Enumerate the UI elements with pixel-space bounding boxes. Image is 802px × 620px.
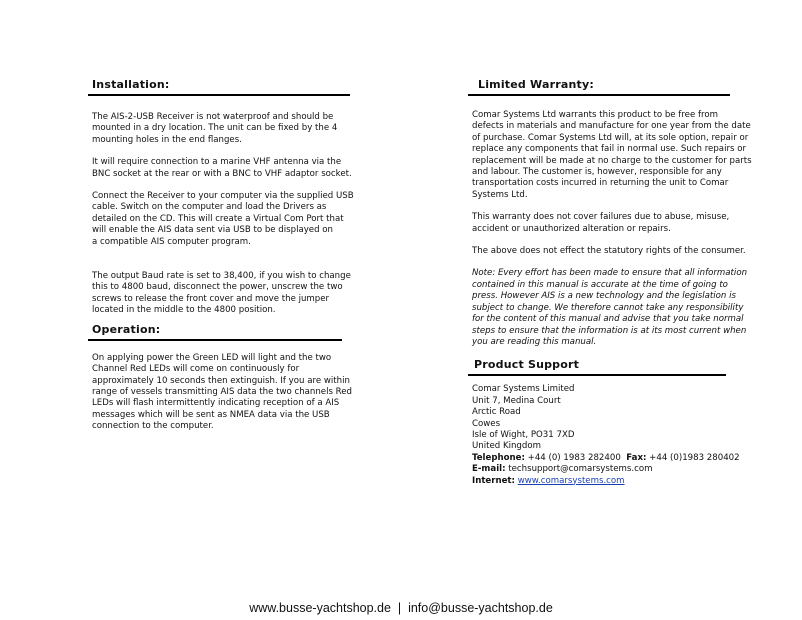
warranty-paragraph-2 <box>468 212 753 235</box>
support-title: Product Support <box>474 358 580 372</box>
support-address <box>468 384 753 487</box>
telephone-value: +44 (0) 1983 282400 <box>524 452 627 463</box>
email-label: E-mail: <box>472 464 506 475</box>
installation-paragraph-3 <box>88 191 356 248</box>
text-line: you are reading this manual. <box>472 336 597 347</box>
text-line: steps to ensure that the information is at its most current when <box>472 325 747 336</box>
text-line: range of vessels transmitting AIS data the two channels Red <box>92 386 353 397</box>
warranty-note <box>468 268 753 348</box>
installation-paragraph-1 <box>88 112 356 146</box>
text-line: BNC socket at the rear or with a BNC to VHF adaptor socket. <box>92 168 352 179</box>
installation-title: Installation: <box>92 78 170 91</box>
text-line: defects in materials and manufacture for one year from the date <box>472 121 751 132</box>
text-line: The AIS-2-USB Receiver is not waterproof and should be <box>92 112 334 122</box>
text-line: Note: Every effort has been made to ensure that all information <box>472 268 748 279</box>
address-line: Comar Systems Limited <box>472 384 575 395</box>
text-line: cable. Switch on the computer and load the Drivers as <box>92 202 327 213</box>
warranty-heading <box>468 76 730 96</box>
text-line: Comar Systems Ltd warrants this product to be free from <box>472 110 718 120</box>
text-line: replacement will be made at no charge to the customer for parts <box>472 155 752 166</box>
email-value: techsupport@comarsystems.com <box>505 464 653 475</box>
support-heading <box>468 356 726 376</box>
text-line: messages which will be sent as NMEA data via the USB <box>92 409 330 420</box>
fax-label: Fax: <box>626 452 647 463</box>
footer-contact: www.busse-yachtshop.de | info@busse-yachtshop.de <box>249 601 553 615</box>
text-line: transportation costs incurred in returning the unit to Comar <box>472 178 729 189</box>
operation-title: Operation: <box>92 322 161 336</box>
internet-line <box>472 476 753 487</box>
text-line: mounted in a dry location. The unit can be fixed by the 4 <box>92 123 338 134</box>
left-column <box>88 76 356 433</box>
text-line: screws to release the front cover and move the jumper <box>92 293 330 304</box>
text-line: detailed on the CD. This will create a Virtual Com Port that <box>92 213 344 224</box>
text-line: replace any components that fail in normal use. Such repairs or <box>472 144 746 155</box>
telephone-line <box>472 453 753 464</box>
text-line: this to 4800 baud, disconnect the power, unscrew the two <box>92 282 343 293</box>
text-line: press. However AIS is a new technology and the legislation is <box>472 291 736 302</box>
right-column <box>468 76 753 487</box>
text-line: The above does not effect the statutory rights of the consumer. <box>472 246 746 257</box>
installation-paragraph-4 <box>88 271 356 317</box>
text-line: approximately 10 seconds then extinguish. If you are within <box>92 375 350 386</box>
text-line: accident or unauthorized alteration or repairs. <box>472 223 671 234</box>
warranty-paragraph-1 <box>468 110 753 201</box>
page-footer <box>0 601 802 615</box>
text-line: and labour. The customer is, however, responsible for any <box>472 167 722 178</box>
address-line: Arctic Road <box>472 407 521 418</box>
text-line: The output Baud rate is set to 38,400, if you wish to change <box>92 271 351 282</box>
text-line: Systems Ltd. <box>472 189 528 200</box>
text-line: located in the middle to the 4800 position. <box>92 305 276 316</box>
text-line: mounting holes in the end flanges. <box>92 134 242 145</box>
text-line: contained in this manual is accurate at the time of going to <box>472 279 728 290</box>
email-line <box>472 464 753 475</box>
operation-paragraph-1 <box>88 353 356 433</box>
warranty-paragraph-3 <box>468 246 753 257</box>
installation-paragraph-2 <box>88 157 356 180</box>
telephone-label: Telephone: <box>472 452 525 463</box>
text-line: of purchase. Comar Systems Ltd will, at its sole option, repair or <box>472 132 749 143</box>
address-line: United Kingdom <box>472 441 541 452</box>
text-line: connection to the computer. <box>92 421 214 432</box>
text-line: This warranty does not cover failures due to abuse, misuse, <box>472 212 730 223</box>
website-link[interactable]: www.comarsystems.com <box>517 475 625 486</box>
installation-heading <box>88 76 350 96</box>
operation-heading <box>88 321 342 341</box>
address-line: Cowes <box>472 418 501 429</box>
text-line: subject to change. We therefore cannot take any responsibility <box>472 302 744 313</box>
text-line: a compatible AIS computer program. <box>92 236 251 247</box>
text-line: for the content of this manual and advise that you take normal <box>472 314 744 325</box>
address-line: Unit 7, Medina Court <box>472 395 561 406</box>
warranty-title: Limited Warranty: <box>478 78 594 91</box>
address-line: Isle of Wight, PO31 7XD <box>472 429 575 440</box>
text-line: On applying power the Green LED will light and the two <box>92 352 332 363</box>
fax-value: +44 (0)1983 280402 <box>646 452 740 463</box>
text-line: It will require connection to a marine VHF antenna via the <box>92 157 342 168</box>
text-line: Channel Red LEDs will come on continuously for <box>92 364 300 375</box>
text-line: Connect the Receiver to your computer via the supplied USB <box>92 191 354 202</box>
text-line: will enable the AIS data sent via USB to be displayed on <box>92 225 333 236</box>
internet-label: Internet: <box>472 475 515 486</box>
text-line: LEDs will flash intermittently indicating reception of a AIS <box>92 398 340 409</box>
